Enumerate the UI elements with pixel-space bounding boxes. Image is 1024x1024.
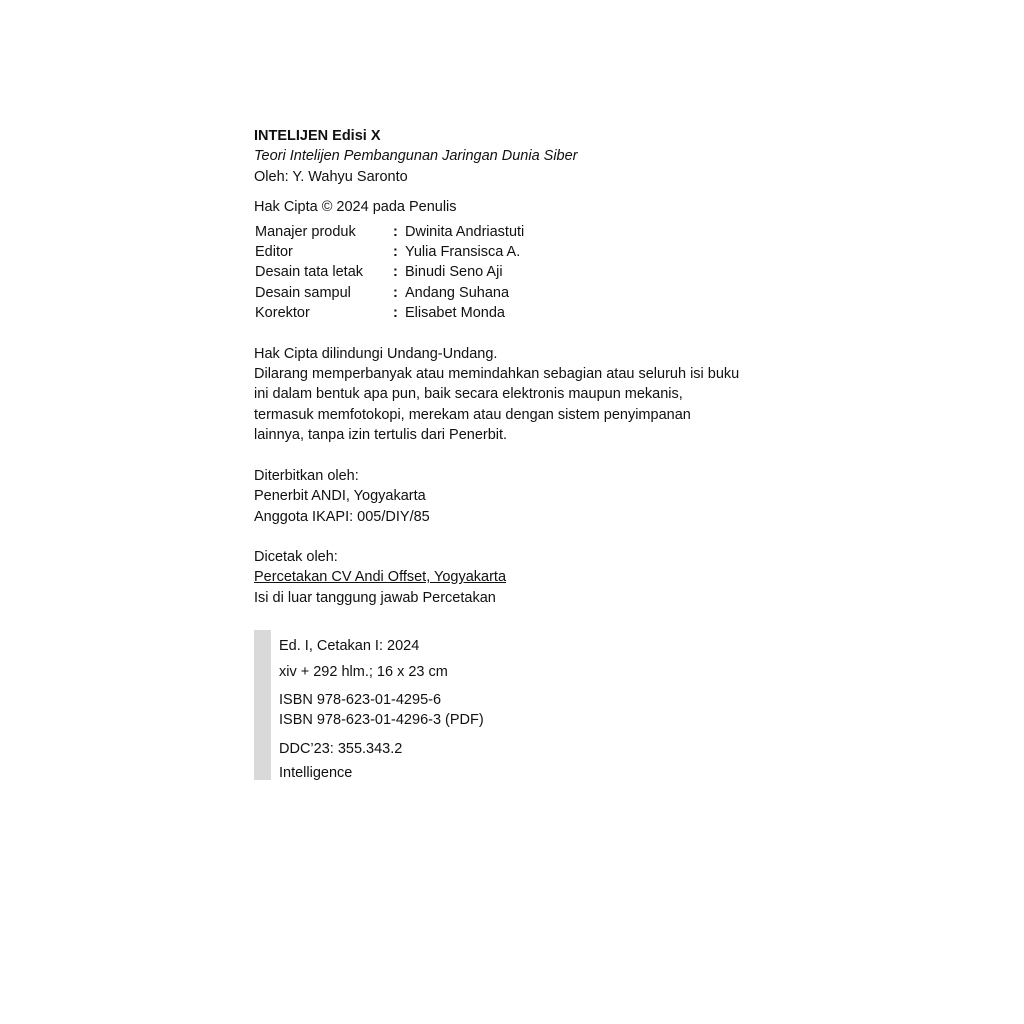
publisher-membership: Anggota IKAPI: 005/DIY/85 xyxy=(254,508,430,525)
legal-line: ini dalam bentuk apa pun, baik secara elektronis maupun mekanis, xyxy=(254,386,683,403)
credit-row xyxy=(254,242,524,262)
edition-line: Ed. I, Cetakan I: 2024 xyxy=(279,638,420,655)
legal-line: Dilarang memperbanyak atau memindahkan sebagian atau seluruh isi buku xyxy=(254,366,740,383)
legal-notice xyxy=(254,344,794,446)
printer-block xyxy=(254,547,794,608)
ddc-line: DDC’23: 355.343.2 xyxy=(279,740,403,757)
catalog-side-bar xyxy=(254,630,271,780)
credit-name: Dwinita Andriastuti xyxy=(405,223,525,240)
credit-name: Yulia Fransisca A. xyxy=(405,244,521,261)
credit-role: Desain sampul xyxy=(255,284,351,301)
credit-role: Desain tata letak xyxy=(255,264,364,281)
copyright-notice: Hak Cipta © 2024 pada Penulis xyxy=(254,199,457,216)
credit-colon: : xyxy=(393,244,398,261)
credit-name: Elisabet Monda xyxy=(405,305,505,322)
printer-name: Percetakan CV Andi Offset, Yogyakarta xyxy=(254,569,507,586)
credit-role: Editor xyxy=(255,244,293,261)
credit-colon: : xyxy=(393,223,398,240)
publisher-label: Diterbitkan oleh: xyxy=(254,467,359,484)
credit-colon: : xyxy=(393,305,398,322)
isbn-print: ISBN 978-623-01-4295-6 xyxy=(279,691,442,708)
book-subtitle: Teori Intelijen Pembangunan Jaringan Dunia Siber xyxy=(254,148,578,165)
legal-line: Hak Cipta dilindungi Undang-Undang. xyxy=(254,345,498,362)
printer-label: Dicetak oleh: xyxy=(254,548,338,565)
author-line: Oleh: Y. Wahyu Saronto xyxy=(254,168,408,185)
publisher-block xyxy=(254,466,794,527)
legal-line: termasuk memfotokopi, merekam atau dengan sistem penyimpanan xyxy=(254,406,691,423)
book-title: INTELIJEN Edisi X xyxy=(254,128,381,144)
credit-row xyxy=(254,222,524,242)
credit-row xyxy=(254,262,524,282)
legal-line: lainnya, tanpa izin tertulis dari Penerbit. xyxy=(254,427,508,444)
credit-role: Korektor xyxy=(255,305,310,322)
credits-table xyxy=(254,222,524,324)
isbn-pdf: ISBN 978-623-01-4296-3 (PDF) xyxy=(279,712,484,729)
catalog-box xyxy=(254,630,794,780)
credit-name: Binudi Seno Aji xyxy=(405,264,503,281)
credit-colon: : xyxy=(393,264,398,281)
credit-colon: : xyxy=(393,284,398,301)
pages-line: xiv + 292 hlm.; 16 x 23 cm xyxy=(279,663,448,680)
credit-row xyxy=(254,283,524,303)
publisher-name: Penerbit ANDI, Yogyakarta xyxy=(254,488,426,505)
credit-role: Manajer produk xyxy=(255,223,356,240)
subject-line: Intelligence xyxy=(279,765,353,782)
credit-row xyxy=(254,303,524,323)
credit-name: Andang Suhana xyxy=(405,284,510,301)
copyright-page xyxy=(254,126,794,780)
printer-note: Isi di luar tanggung jawab Percetakan xyxy=(254,589,496,606)
